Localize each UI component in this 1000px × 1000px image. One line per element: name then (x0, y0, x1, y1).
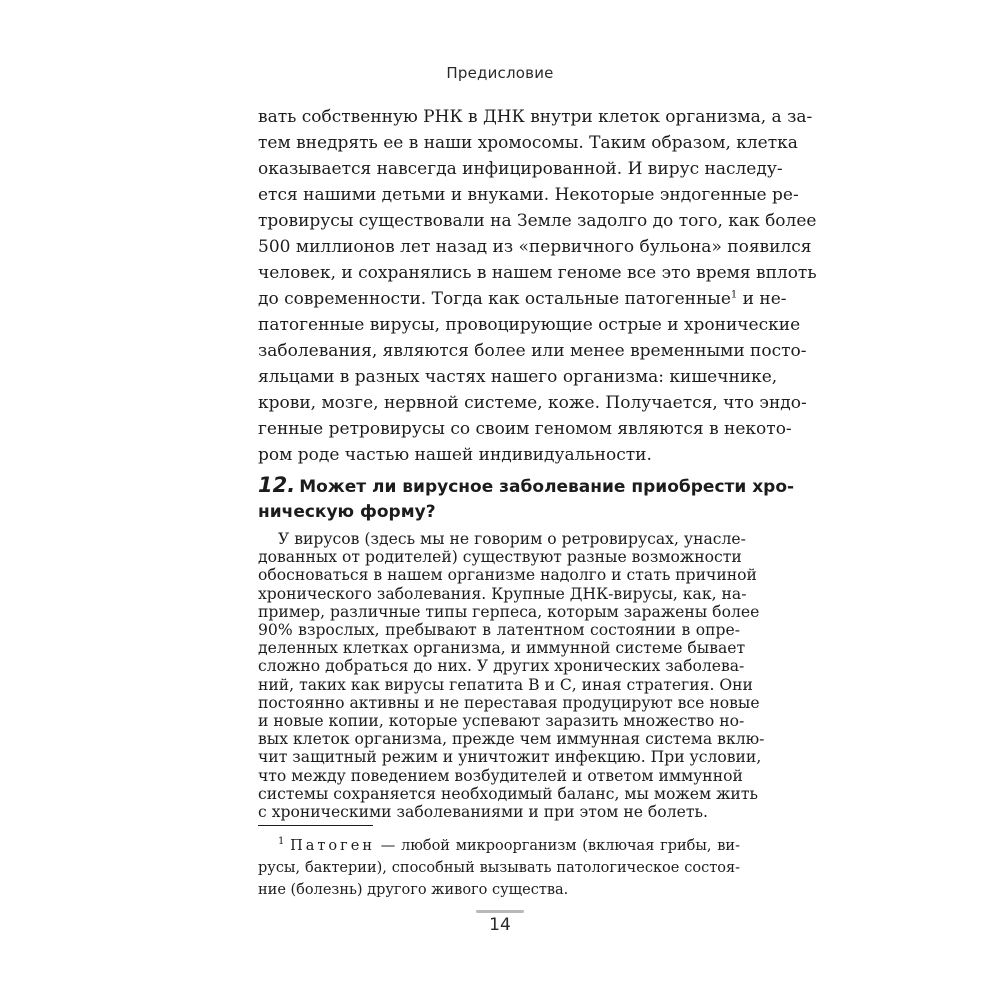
footnote-line-2: русы, бактерии), способный вызывать патологическое состоя- (258, 860, 740, 876)
text-line: 500 миллионов лет назад из «первичного бульона» появился (258, 237, 812, 257)
text-line: пример, различные типы герпеса, которым заражены более (258, 602, 760, 621)
footnote-marker: 1 (278, 836, 285, 848)
question-number: 12. (258, 473, 296, 497)
text-line: ний, таких как вирусы гепатита В и С, иная стратегия. Они (258, 675, 753, 694)
question-text: Может ли вирусное заболевание приобрести хро- (299, 477, 795, 497)
text-line: чит защитный режим и уничтожит инфекцию. При условии, (258, 748, 762, 767)
footnote-text: — любой микроорганизм (включая грибы, ви- (375, 838, 740, 854)
question-line-2: ническую форму? (258, 502, 436, 522)
text-line: тровирусы существовали на Земле задолго до того, как более (258, 211, 817, 231)
text-line: вых клеток организма, прежде чем иммунная система вклю- (258, 730, 765, 749)
page-number: 14 (489, 915, 511, 935)
text-line: что между поведением возбудителей и ответом иммунной (258, 766, 743, 785)
text-line-with-footnote-ref (258, 289, 787, 309)
text-line: генные ретровирусы со своим геномом являются в некото- (258, 419, 792, 439)
text-line: У вирусов (здесь мы не говорим о ретровирусах, унасле- (278, 530, 746, 548)
footnote-term: Патоген (290, 838, 376, 854)
text-line: деленных клетках организма, и иммунной системе бывает (258, 639, 746, 658)
text-line: ром роде частью нашей индивидуальности. (258, 445, 652, 465)
text-line: постоянно активны и не переставая продуцируют все новые (258, 693, 760, 712)
text-line: сложно добраться до них. У других хронических заболева- (258, 657, 745, 676)
text-line: 90% взрослых, пребывают в латентном состоянии в опре- (258, 621, 740, 639)
text-line: и новые копии, которые успевают заразить множество но- (258, 712, 745, 730)
text-line: дованных от родителей) существуют разные возможности (258, 548, 742, 567)
footnote-reference[interactable]: 1 (730, 289, 738, 301)
text-line: обосноваться в нашем организме надолго и стать причиной (258, 566, 757, 585)
page-number-rule (476, 910, 524, 913)
footnote-line-3: ние (болезнь) другого живого существа. (258, 882, 569, 898)
text-line: вать собственную РНК в ДНК внутри клеток организма, а за- (258, 107, 813, 127)
text-line: яльцами в разных частях нашего организма: кишечнике, (258, 367, 778, 387)
text-line: системы сохраняется необходимый баланс, мы можем жить (258, 784, 758, 803)
text-line-end: и не- (737, 289, 787, 309)
text-line: заболевания, являются более или менее временными посто- (258, 341, 807, 361)
text-line: оказывается навсегда инфицированной. И вирус наследу- (258, 159, 783, 179)
footnote-separator (258, 825, 373, 826)
footnote-line-1 (258, 836, 740, 856)
text-line: с хроническими заболеваниями и при этом не болеть. (258, 803, 708, 821)
text-line-start: до современности. Тогда как остальные патогенные (258, 289, 731, 309)
text-line: человек, и сохранялись в нашем геноме все это время вплоть (258, 263, 817, 283)
text-line: патогенные вирусы, провоцирующие острые и хронические (258, 315, 801, 335)
text-line: ется нашими детьми и внуками. Некоторые эндогенные ре- (258, 185, 799, 205)
running-head: Предисловие (446, 64, 554, 82)
text-line: тем внедрять ее в наши хромосомы. Таким образом, клетка (258, 133, 798, 153)
text-line: крови, мозге, нервной системе, коже. Получается, что эндо- (258, 393, 807, 413)
question-line-1 (258, 473, 795, 498)
text-line: хронического заболевания. Крупные ДНК-вирусы, как, на- (258, 584, 747, 603)
